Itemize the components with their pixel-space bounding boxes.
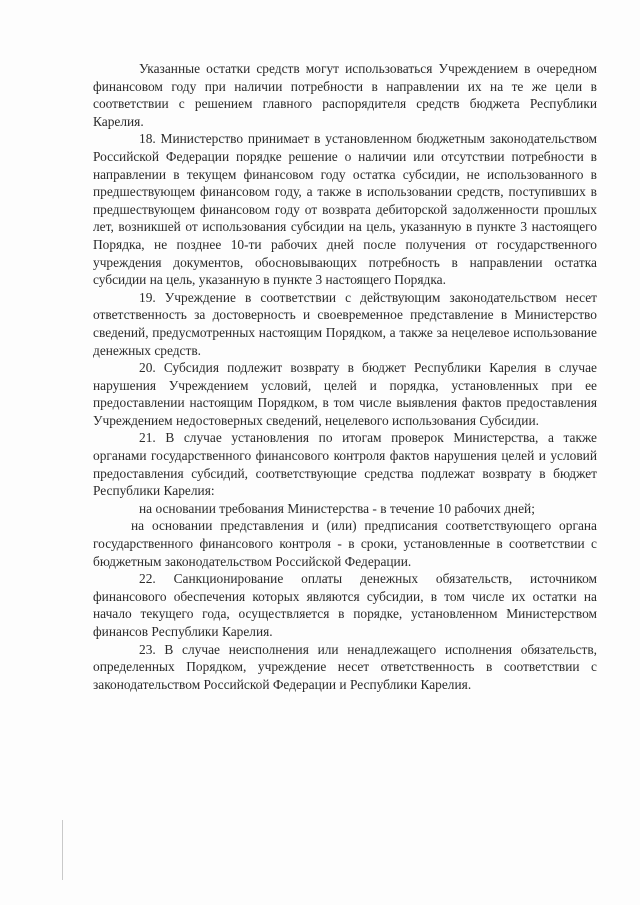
- paragraph-23: 23. В случае неисполнения или ненадлежащего исполнения обязательств, определенных Порядком, учреждение несет ответственность в соответствии с законодательством Российской Федерации и Республики Карелия.: [93, 641, 597, 692]
- document-body: [93, 60, 597, 693]
- paragraph-19: 19. Учреждение в соответствии с действующим законодательством несет ответственность за достоверность и своевременное представление в Министерство сведений, предусмотренных настоящим Порядком, а также за нецелевое использование денежных средств.: [93, 289, 597, 358]
- scan-edge-mark: [62, 820, 63, 880]
- paragraph-22: 22. Санкционирование оплаты денежных обязательств, источником финансового обеспечения которых являются субсидии, в том числе их остатки на начало текущего года, осуществляется в порядке, установленном Министерством финансов Республики Карелия.: [93, 571, 597, 639]
- paragraph-21: 21. В случае установления по итогам проверок Министерства, а также органами государственного финансового контроля фактов нарушения целей и условий предоставления субсидий, соответствующие средства подлежат возврату в бюджет Республики Карелия:: [93, 430, 597, 499]
- paragraph-21-item-prescription: на основании представления и (или) предписания соответствующего органа государственного финансового контроля - в сроки, установленные в соответствии с бюджетным законодательством Российской Федерации.: [93, 518, 597, 569]
- paragraph-18: 18. Министерство принимает в установленном бюджетным законодательством Российской Федерации порядке решение о наличии или отсутствии потребности в направлении в текущем финансовом году остатка субсидии, не использованного в предшествующем финансовом году, а также в использовании средств, поступивших в предшествующем финансовом году от возврата дебиторской задолженности прошлых лет, возникшей от использования субсидии на цель, указанную в пункте 3 настоящего Порядка, не позднее 10-ти рабочих дней после получения от государственного учреждения документов, обосновывающих потребность в направлении остатка субсидии на цель, указанную в пункте 3 настоящего Порядка.: [93, 131, 597, 288]
- paragraph-20: 20. Субсидия подлежит возврату в бюджет Республики Карелия в случае нарушения Учреждением условий, целей и порядка, установленных при ее предоставлении настоящим Порядком, в том числе выявления фактов предоставления Учреждением недостоверных сведений, нецелевого использования Субсидии.: [93, 360, 597, 428]
- paragraph-remaining-funds: Указанные остатки средств могут использоваться Учреждением в очередном финансовом году при наличии потребности в направлении их на те же цели в соответствии с решением главного распорядителя средств бюджета Республики Карелия.: [93, 61, 597, 129]
- paragraph-21-item-requirement: на основании требования Министерства - в течение 10 рабочих дней;: [139, 500, 535, 516]
